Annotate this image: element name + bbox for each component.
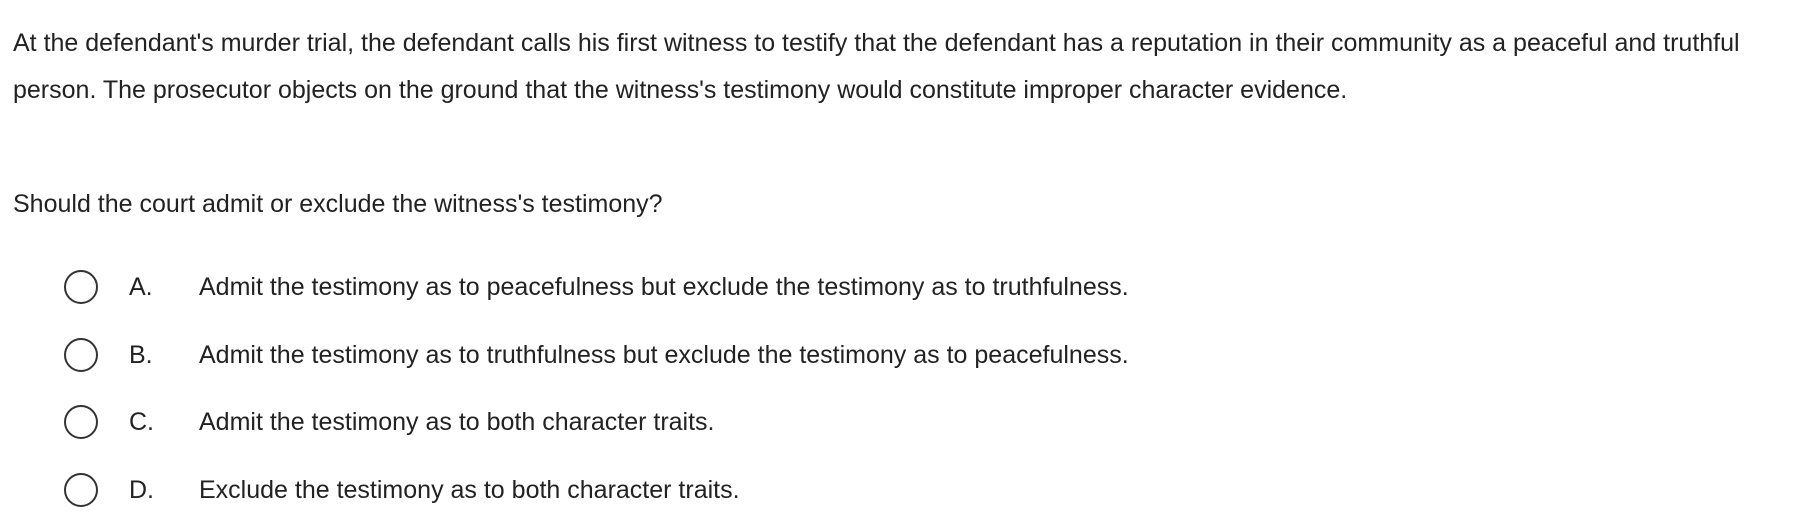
radio-button-d[interactable]	[64, 473, 98, 507]
option-letter: B.	[129, 330, 153, 380]
option-letter: A.	[129, 262, 153, 312]
option-d[interactable]	[0, 465, 1797, 532]
option-a[interactable]	[0, 262, 1797, 330]
radio-button-c[interactable]	[64, 405, 98, 439]
option-text[interactable]: Admit the testimony as to both character traits.	[199, 397, 715, 447]
answer-options	[0, 262, 1797, 532]
question-stem: At the defendant's murder trial, the defendant calls his first witness to testify that the defendant has a reputation in their community as a peaceful and truthful person. The prosecutor objects on the ground that the witness's testimony would constitute improper character evidence.	[13, 20, 1783, 114]
option-text[interactable]: Admit the testimony as to truthfulness but exclude the testimony as to peacefulness.	[199, 330, 1129, 380]
option-letter: C.	[129, 397, 154, 447]
option-b[interactable]	[0, 330, 1797, 398]
radio-button-b[interactable]	[64, 338, 98, 372]
option-text[interactable]: Exclude the testimony as to both character traits.	[199, 465, 740, 515]
option-text[interactable]: Admit the testimony as to peacefulness but exclude the testimony as to truthfulness.	[199, 262, 1129, 312]
question-prompt: Should the court admit or exclude the witness's testimony?	[13, 181, 663, 228]
option-c[interactable]	[0, 397, 1797, 465]
option-letter: D.	[129, 465, 154, 515]
radio-button-a[interactable]	[64, 270, 98, 304]
